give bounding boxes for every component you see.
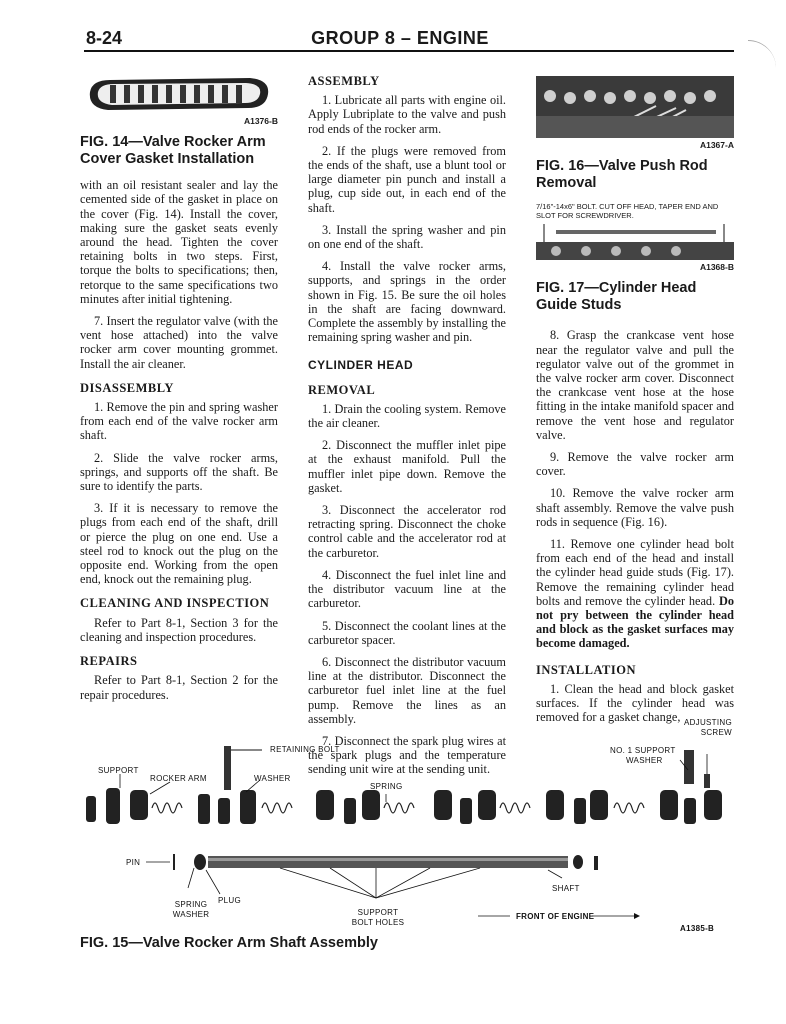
paragraph: Refer to Part 8-1, Section 3 for the cleaning and inspection procedures. [80,615,278,644]
column-3 [536,76,734,732]
paragraph: Refer to Part 8-1, Section 2 for the repair procedures. [80,673,278,702]
paragraph: with an oil resistant sealer and lay the cemented side of the gasket in place on the cover (Fig. 14). Install the cover, making sure the gasket seats evenly around the head. Tighten the cover retaining bolts in two steps. First, torque the bolts to specifications; then, retorque to the same specifications two minutes after initial tightening. [80,178,278,306]
paragraph: 7. Insert the regulator valve (with the vent hose attached) into the valve rocker arm cover mounting grommet. Install the air cleaner. [80,314,278,371]
section-heading-installation: INSTALLATION [536,662,637,677]
label-plug: PLUG [218,896,241,905]
section-heading-removal: REMOVAL [308,382,376,397]
label-shaft: SHAFT [552,884,580,893]
section-heading-assembly: ASSEMBLY [308,74,380,88]
section-heading-cleaning: CLEANING AND INSPECTION [80,596,270,611]
paragraph: 2. Slide the valve rocker arms, springs, and supports off the shaft. Be sure to identify the parts. [80,450,278,494]
step-10-text: 10. Remove the valve rocker arm shaft assembly. [536,486,734,515]
guide-stud-photo [536,222,734,260]
label-washer-2: WASHER [626,756,663,765]
fig16-photo [536,76,734,138]
paragraph: 2. Disconnect the muffler inlet pipe at the exhaust manifold. Pull the muffler inlet pipe down. Remove the gasket. [308,438,506,495]
fig17-caption: FIG. 17—Cylinder Head Guide Studs [536,280,697,314]
fig16-code: A1367-A [699,140,734,150]
label-front-of-engine: FRONT OF ENGINE [516,912,595,921]
gasket-illustration [80,72,278,114]
fig15-code: A1385-B [680,924,715,933]
label-rocker-arm: ROCKER ARM [150,774,207,783]
paragraph: 5. Disconnect the coolant lines at the carburetor spacer. [308,618,506,647]
fig16-caption: FIG. 16—Valve Push Rod Removal [536,158,708,192]
paragraph: 1. Lubricate all parts with engine oil. Apply Lubriplate to the valve and push rod ends of the rocker arm. [308,93,506,136]
label-spring-washer: SPRING WASHER [172,900,210,919]
label-washer: WASHER [254,774,291,783]
paragraph: 4. Install the valve rocker arms, supports, and springs in the order shown in Fig. 15. Be sure the oil holes in the shaft are facing downward. Complete the assembly by installing the remaining spring washer and pin. [308,259,506,345]
fig17-code: A1368-B [699,262,734,273]
paragraph: 3. Disconnect the accelerator rod retracting spring. Disconnect the choke control cable and the accelerator rod at the carburetor. [308,503,506,560]
label-spring: SPRING [370,782,403,791]
fig15-illustration [80,718,736,938]
fig14-illustration [80,72,278,114]
page-corner-mark [748,40,776,69]
step-11-text: 11. Remove one cylinder head bolt from each end of the head and install the cylinder head guide studs (Fig. 17). Remove the remaining cylinder head bolts and remove the cylinder head. [536,537,734,608]
paragraph: 9. Remove the valve rocker arm cover. [536,450,734,479]
paragraph: 1. Remove the pin and spring washer from each end of the valve rocker arm shaft. [80,400,278,443]
label-support: SUPPORT [98,766,139,775]
group-title: GROUP 8 – ENGINE [311,28,489,48]
fig17-photo [536,222,734,260]
fig15-caption: FIG. 15—Valve Rocker Arm Shaft Assembly [80,935,378,951]
push-rod-photo [536,76,734,138]
label-pin: PIN [126,858,141,867]
fig14-code: A1376-B [243,116,278,126]
paragraph [536,486,734,529]
paragraph: 1. Clean the head and block gasket surfaces. If the cylinder head was removed for a gasket change, [536,681,734,725]
section-heading-cylinder-head: CYLINDER HEAD [308,358,414,373]
step-10-text-cont: Remove the valve push rods in sequence (Fig. 16). [536,500,734,529]
paragraph: 4. Disconnect the fuel inlet line and the distributor vacuum line at the carburetor. [308,567,506,611]
paragraph: 1. Drain the cooling system. Remove the air cleaner. [308,401,506,431]
paragraph: 8. Grasp the crankcase vent hose near the regulator valve and pull the regulator valve out of the grommet in the valve rocker arm cover. Disconnect the crankcase vent hose at the hose fitting in the intake manifold spacer and remove the vent hose and regulator valve. [536,328,734,442]
page-number: 8-24 [86,28,123,48]
label-support-bolt-holes: SUPPORT BOLT HOLES [351,908,405,927]
fig14-caption: FIG. 14—Valve Rocker Arm Cover Gasket Installation [80,134,266,168]
paragraph [536,537,734,651]
label-retaining-bolt: RETAINING BOLT [270,745,340,754]
paragraph: 3. If it is necessary to remove the plugs from each end of the shaft, drill or pierce the plug on one end. Use a steel rod to knock out the plug on the opposite end. Working from the open end, knock out the remaining plug. [80,501,278,587]
section-heading-repairs: REPAIRS [80,654,138,669]
column-2 [308,74,506,785]
paragraph: 2. If the plugs were removed from the ends of the shaft, use a blunt tool or large diameter pin punch and install a plug, cup side out, in each end of the shaft. [308,143,506,215]
label-adjusting-screw: ADJUSTING SCREW [683,718,732,737]
column-1 [80,72,278,710]
step-11-warning: Do not pry between the cylinder head and block as the gasket surfaces may become damaged. [536,593,735,651]
section-heading-disassembly: DISASSEMBLY [80,380,174,395]
paragraph: 3. Install the spring washer and pin on one end of the shaft. [308,222,506,252]
paragraph: 7. Disconnect the spark plug wires at the spark plugs and the temperature sending unit wire at the sending unit. [308,733,506,777]
label-no1-support: NO. 1 SUPPORT [610,746,676,755]
fig17-note: 7/16"-14x6" BOLT. CUT OFF HEAD, TAPER END AND SLOT FOR SCREWDRIVER. [536,202,719,221]
paragraph: 6. Disconnect the distributor vacuum line at the distributor. Disconnect the carburetor fuel inlet line at the fuel pump. Remove the lines as an assembly. [308,654,506,726]
header-rule [84,50,734,52]
